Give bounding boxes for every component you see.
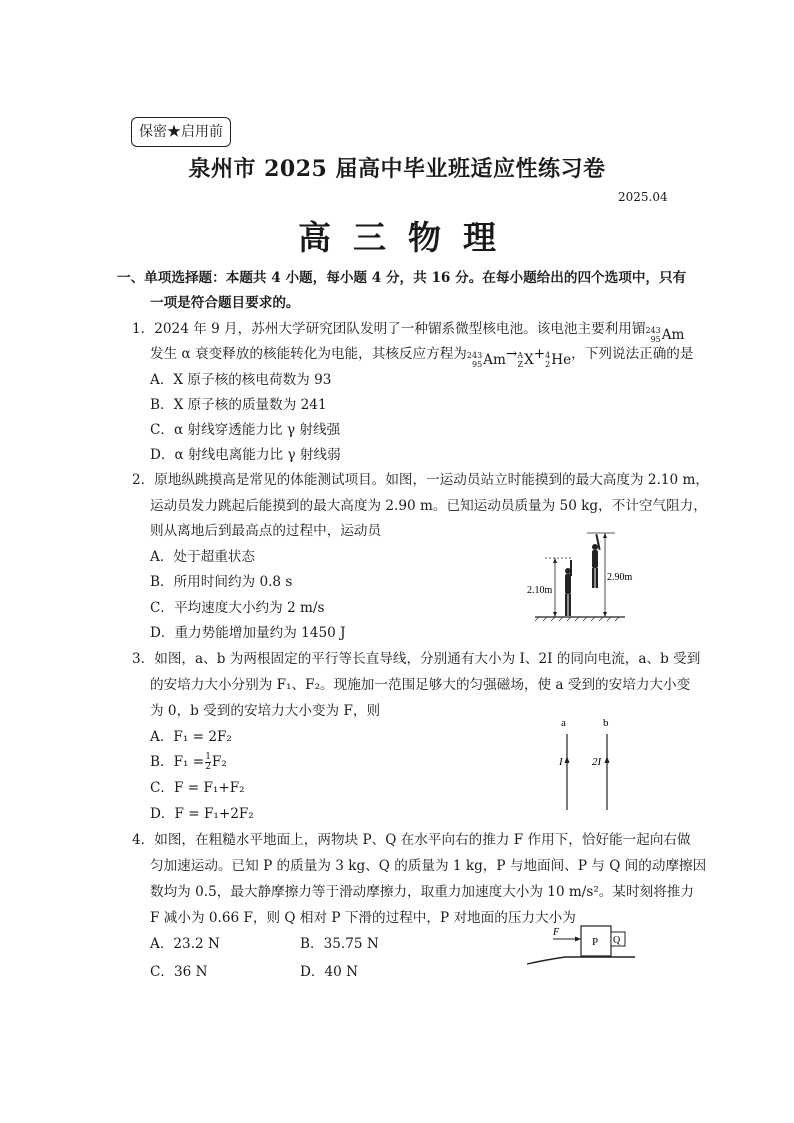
q2-line1: 2．原地纵跳摸高是常见的体能测试项目。如图，一运动员站立时能摸到的最大高度为 2.10 m， — [132, 472, 710, 488]
q2-figure — [525, 528, 635, 624]
q1-option-d: D．α 射线电离能力比 γ 射线弱 — [150, 447, 341, 463]
standing-person — [565, 560, 572, 616]
q1-line1 — [132, 319, 684, 345]
eq-am — [467, 350, 506, 370]
jumping-person — [592, 534, 601, 588]
force-arrow-head — [575, 937, 581, 942]
q1-option-c: C．α 射线穿透能力比 γ 射线强 — [150, 422, 341, 438]
ground-surface — [527, 957, 635, 964]
q3-optb-prefix: B．F₁ = — [150, 754, 205, 770]
q3-option-c: C．F = F₁+F₂ — [150, 780, 245, 796]
secret-label: 保密★启用前 — [131, 117, 231, 147]
q1-text: 1．2024 年 9 月，苏州大学研究团队发明了一种镅系微型核电池。该电池主要利用镅 — [132, 321, 646, 337]
am-symbol: Am — [661, 327, 685, 343]
q2-option-a: A．处于超重状态 — [150, 549, 255, 565]
current-b-label: 2I — [592, 756, 602, 768]
q4-option-d: D．40 N — [300, 964, 359, 980]
q1-text2: 发生 α 衰变释放的核能转化为电能，其核反应方程为 — [150, 346, 467, 362]
eq-x-charge: Z — [517, 360, 524, 369]
q2-option-c: C．平均速度大小约为 2 m/s — [150, 600, 325, 616]
fraction-den: 2 — [205, 761, 211, 772]
q1-line2 — [150, 344, 693, 370]
eq-he-symbol: He — [551, 352, 572, 368]
q3-optb-suffix: F₂ — [211, 754, 227, 770]
q3-option-d: D．F = F₁+2F₂ — [150, 806, 254, 822]
high-arrow-bottom — [603, 612, 607, 617]
eq-am-symbol: Am — [483, 352, 506, 368]
q2-option-b: B．所用时间约为 0.8 s — [150, 574, 293, 590]
q4-line3: 数均为 0.5，最大静摩擦力等于滑动摩擦力，取重力加速度大小为 10 m/s²。某时刻将推力 — [150, 884, 694, 900]
section-heading-cont: 一项是符合题目要求的。 — [150, 295, 300, 311]
q3-figure — [552, 714, 622, 814]
eq-he-mass: 4 — [545, 351, 551, 360]
eq-am-mass: 243 — [466, 351, 483, 360]
eq-am-charge: 95 — [471, 360, 483, 369]
eq-plus: + — [533, 346, 546, 362]
block-q-label: Q — [613, 935, 621, 946]
wire-b-arrow — [605, 756, 610, 763]
am-nuclide — [645, 325, 684, 345]
q4-option-a: A．23.2 N — [150, 936, 220, 952]
subject-title: 高三物理 — [298, 218, 518, 257]
q2-option-d: D．重力势能增加量约为 1450 J — [150, 625, 346, 641]
current-a-label: I — [559, 756, 563, 768]
force-label: F — [553, 927, 560, 938]
q3-option-a: A．F₁ = 2F₂ — [150, 729, 232, 745]
q4-line1: 4．如图，在粗糙水平地面上，两物块 P、Q 在水平向右的推力 F 作用下，恰好能一起向右做 — [132, 832, 691, 848]
am-mass: 243 — [645, 326, 661, 335]
label-2-10m: 2.10m — [527, 585, 553, 596]
low-arrow-bottom — [553, 612, 557, 617]
q3-line1: 3．如图，a、b 为两根固定的平行等长直导线，分别通有大小为 I、2I 的同向电流，a、b 受到 — [132, 651, 701, 667]
eq-x — [517, 350, 533, 370]
q2-line2: 运动员发力跳起后能摸到的最大高度为 2.90 m。已知运动员质量为 50 kg，不计空气阻力， — [150, 498, 707, 514]
q4-line2: 匀加速运动。已知 P 的质量为 3 kg、Q 的质量为 1 kg，P 与地面间、P 与 Q 间的动摩擦因 — [150, 858, 707, 874]
eq-x-mass: A — [517, 351, 524, 360]
eq-arrow: → — [505, 346, 518, 362]
q4-option-b: B．35.75 N — [300, 936, 379, 952]
eq-x-symbol: X — [524, 352, 534, 368]
wire-a-arrow — [565, 756, 570, 763]
exam-date: 2025.04 — [618, 190, 668, 204]
exam-title: 泉州市 2025 届高中毕业班适应性练习卷 — [188, 156, 606, 182]
q1-option-a: A．X 原子核的核电荷数为 93 — [150, 372, 332, 388]
q4-option-c: C．36 N — [150, 964, 208, 980]
section-heading: 一、单项选择题：本题共 4 小题，每小题 4 分，共 16 分。在每小题给出的四个选项中，只有 — [117, 270, 687, 286]
q1-option-b: B．X 原子核的质量数为 241 — [150, 397, 327, 413]
eq-he — [545, 350, 571, 370]
wire-b-label: b — [603, 717, 609, 729]
q3-line2: 的安培力大小分别为 F₁、F₂。现施加一范围足够大的匀强磁场，使 a 受到的安培力大小变 — [150, 677, 691, 693]
eq-he-charge: 2 — [545, 360, 551, 369]
wire-a-label: a — [561, 717, 566, 729]
q2-line3: 则从离地后到最高点的过程中，运动员 — [150, 523, 382, 539]
q3-option-b — [150, 752, 227, 772]
fraction — [205, 753, 211, 772]
label-2-90m: 2.90m — [607, 572, 633, 583]
am-charge: 95 — [650, 335, 661, 344]
q4-line4: F 减小为 0.66 F，则 Q 相对 P 下滑的过程中，P 对地面的压力大小为 — [150, 910, 576, 926]
low-arrow-top — [553, 558, 557, 563]
block-p-label: P — [592, 936, 599, 948]
q1-text3: ，下列说法正确的是 — [571, 346, 694, 362]
high-arrow-top — [603, 533, 607, 538]
fraction-num: 1 — [205, 751, 211, 762]
q4-figure — [525, 924, 650, 972]
q3-line3: 为 0，b 受到的安培力大小变为 F，则 — [150, 703, 381, 719]
